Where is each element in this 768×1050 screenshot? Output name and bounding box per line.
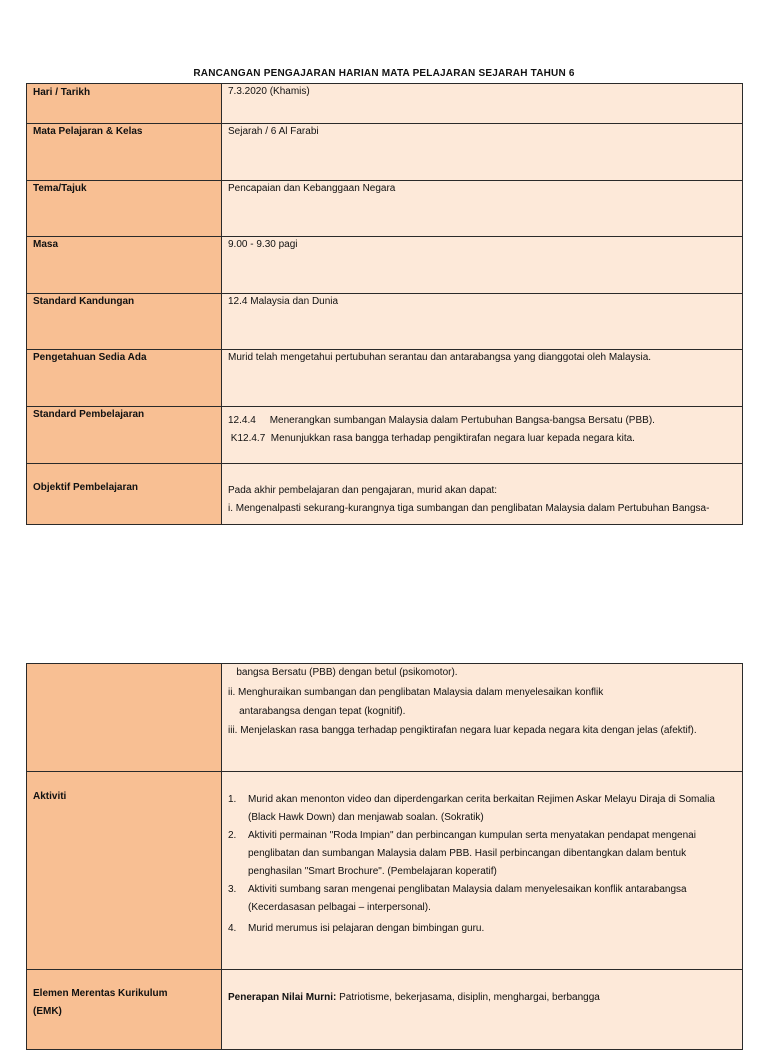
table-row: [27, 464, 743, 525]
value-standard-kandungan: 12.4 Malaysia dan Dunia: [222, 294, 743, 350]
list-item: 1. Murid akan menonton video dan diperdengarkan cerita berkaitan Rejimen Askar Melayu Diraja di Somalia (Black Hawk Down) dan menjawab soalan. (Sokratik): [228, 794, 715, 823]
table-row: [27, 664, 743, 772]
value-tema: Pencapaian dan Kebanggaan Negara: [222, 181, 743, 237]
list-item: 3. Aktiviti sumbang saran mengenai penglibatan Malaysia dalam menyelesaikan konflik antarabangsa (Kecerdasasan pelbagai – interpersonal).: [228, 884, 687, 913]
label-standard-kandungan: Standard Kandungan: [27, 294, 222, 350]
table-row: [27, 237, 743, 294]
value-objektif-continued: [222, 664, 743, 772]
standard-pembelajaran-line-2: K12.4.7 Menunjukkan rasa bangga terhadap pengiktirafan negara luar kepada negara kita.: [228, 433, 635, 444]
table-row: [27, 84, 743, 124]
label-tema: Tema/Tajuk: [27, 181, 222, 237]
table-row: [27, 294, 743, 350]
objektif-cont-line-4: iii. Menjelaskan rasa bangga terhadap pengiktirafan negara luar kepada negara kita dengan jelas (afektif).: [228, 725, 697, 736]
table-row: [27, 407, 743, 464]
list-item: 4. Murid merumus isi pelajaran dengan bimbingan guru.: [228, 923, 485, 934]
label-pengetahuan-sedia-ada: Pengetahuan Sedia Ada: [27, 350, 222, 407]
label-standard-pembelajaran: Standard Pembelajaran: [27, 407, 222, 464]
table-row: [27, 772, 743, 970]
table-row: [27, 970, 743, 1050]
emk-text: Patriotisme, bekerjasama, disiplin, menghargai, berbangga: [336, 992, 600, 1003]
lesson-plan-table-page-1: [26, 83, 743, 525]
value-pengetahuan-sedia-ada: Murid telah mengetahui pertubuhan serantau dan antarabangsa yang dianggotai oleh Malaysia.: [222, 350, 743, 407]
list-item: 2. Aktiviti permainan "Roda Impian" dan perbincangan kumpulan serta menyatakan pendapat mengenai penglibatan dan sumbangan Malaysia dalam PBB. Hasil perbincangan dibentangkan dalam bentuk penghasilan "Smart Brochure". (Pembelajaran koperatif): [228, 830, 696, 877]
value-mata-pelajaran: Sejarah / 6 Al Farabi: [222, 124, 743, 181]
objektif-cont-line-2: ii. Menghuraikan sumbangan dan penglibatan Malaysia dalam menyelesaikan konflik: [228, 687, 604, 698]
emk-heading: Penerapan Nilai Murni:: [228, 992, 337, 1003]
value-aktiviti: [222, 772, 743, 970]
label-objektif-pembelajaran: Objektif Pembelajaran: [27, 464, 222, 525]
label-aktiviti: Aktiviti: [27, 772, 222, 970]
label-mata-pelajaran: Mata Pelajaran & Kelas: [27, 124, 222, 181]
table-row: [27, 350, 743, 407]
label-emk: Elemen Merentas Kurikulum (EMK): [27, 970, 222, 1050]
value-standard-pembelajaran: [222, 407, 743, 464]
table-row: [27, 124, 743, 181]
table-row: [27, 181, 743, 237]
label-hari-tarikh: Hari / Tarikh: [27, 84, 222, 124]
standard-pembelajaran-line-1: 12.4.4 Menerangkan sumbangan Malaysia dalam Pertubuhan Bangsa-bangsa Bersatu (PBB).: [228, 415, 655, 426]
objektif-line-2: i. Mengenalpasti sekurang-kurangnya tiga sumbangan dan penglibatan Malaysia dalam Pertubuhan Bangsa-: [228, 503, 710, 514]
value-masa: 9.00 - 9.30 pagi: [222, 237, 743, 294]
objektif-line-1: Pada akhir pembelajaran dan pengajaran, murid akan dapat:: [228, 485, 498, 496]
lesson-plan-table-page-2: [26, 663, 743, 1050]
label-objektif-continued: [27, 664, 222, 772]
objektif-cont-line-3: antarabangsa dengan tepat (kognitif).: [228, 706, 406, 717]
label-masa: Masa: [27, 237, 222, 294]
value-emk: [222, 970, 743, 1050]
document-title: RANCANGAN PENGAJARAN HARIAN MATA PELAJARAN SEJARAH TAHUN 6: [193, 68, 575, 79]
objektif-cont-line-1: bangsa Bersatu (PBB) dengan betul (psikomotor).: [228, 667, 458, 678]
value-objektif-pembelajaran: [222, 464, 743, 525]
value-hari-tarikh: 7.3.2020 (Khamis): [222, 84, 743, 124]
